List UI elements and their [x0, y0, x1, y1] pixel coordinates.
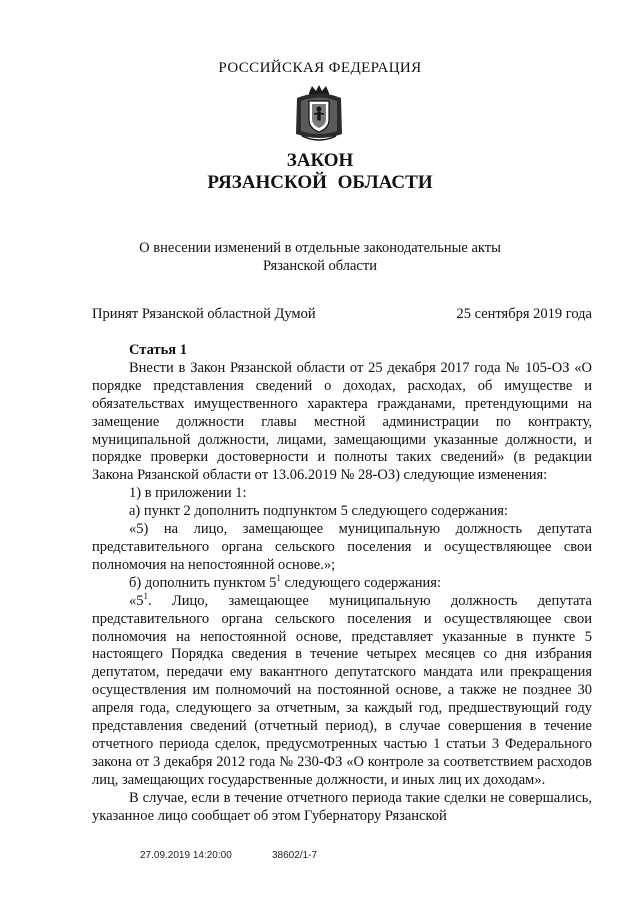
- federation-header: РОССИЙСКАЯ ФЕДЕРАЦИЯ: [218, 60, 422, 76]
- article-body: [92, 342, 592, 825]
- subtitle-line2: Рязанской области: [263, 258, 377, 274]
- subtitle-line1: О внесении изменений в отдельные законодательные акты: [139, 240, 501, 256]
- registration-number: 38602/1-7: [272, 850, 318, 861]
- adopted-by: Принят Рязанской областной Думой: [92, 306, 316, 322]
- law-subtitle: [100, 239, 540, 275]
- article-paragraph: В случае, если в течение отчетного периода такие сделки не совершались, указанное лицо сообщает об этом Губернатору Рязанской: [92, 789, 592, 824]
- superscript: 1: [276, 572, 281, 583]
- paragraph-text: «5: [129, 592, 144, 609]
- article-heading: Статья 1: [129, 342, 187, 358]
- adoption-date: 25 сентября 2019 года: [456, 306, 592, 322]
- paragraph-text: б) дополнить пунктом 5: [129, 574, 277, 591]
- article-paragraph: [92, 590, 592, 790]
- law-title-line1: ЗАКОН: [286, 150, 354, 171]
- paragraph-text: . Лицо, замещающее муниципальную должность депутата представительного органа сельского поселения и осуществляющее свои полномочия на непостоянной основе, представляет указанные в пункте 5 настоящего Порядка сведения в течение четырех месяцев со дня избрания депутатом, передачи ему вакантного депутатского мандата или прекращения осуществления им полномочий на постоянной основе, а также не позднее 30 апреля года, следующего за отчетным, за каждый год, предшествующий году представления сведений (отчетный период), в случае совершения в течение отчетного периода сделок, предусмотренных частью 1 статьи 3 Федерального закона от 3 декабря 2012 года № 230-ФЗ «О контроле за соответствием расходов лиц, замещающих государственные должности, и иных лиц их доходам».: [92, 592, 592, 788]
- paragraph-text: следующего содержания:: [280, 574, 441, 591]
- article-paragraph: а) пункт 2 дополнить подпунктом 5 следующего содержания:: [129, 503, 508, 520]
- stamp-datetime: 27.09.2019 14:20:00: [140, 850, 232, 861]
- law-title-line2: РЯЗАНСКОЙ ОБЛАСТИ: [207, 172, 433, 193]
- article-paragraph: 1) в приложении 1:: [129, 485, 247, 502]
- superscript: 1: [143, 590, 148, 601]
- article-paragraph: Внести в Закон Рязанской области от 25 декабря 2017 года № 105-ОЗ «О порядке представления сведений о доходах, расходах, об имуществе и обязательствах имущественного характера гражданами, претендующими на замещение должности главы местной администрации по контракту, муниципальной должности, лицами, замещающими указанные должности, и порядке проверки достоверности и полноты таких сведений» (в редакции Закона Рязанской области от 13.06.2019 № 28-ОЗ) следующие изменения:: [92, 359, 592, 484]
- law-title: [0, 150, 640, 194]
- article-paragraph: [92, 572, 592, 593]
- article-paragraph: «5) на лицо, замещающее муниципальную должность депутата представительного органа сельского поселения и осуществляющее свои полномочия на непостоянной основе.»;: [92, 521, 592, 573]
- coat-of-arms-icon: [292, 84, 346, 144]
